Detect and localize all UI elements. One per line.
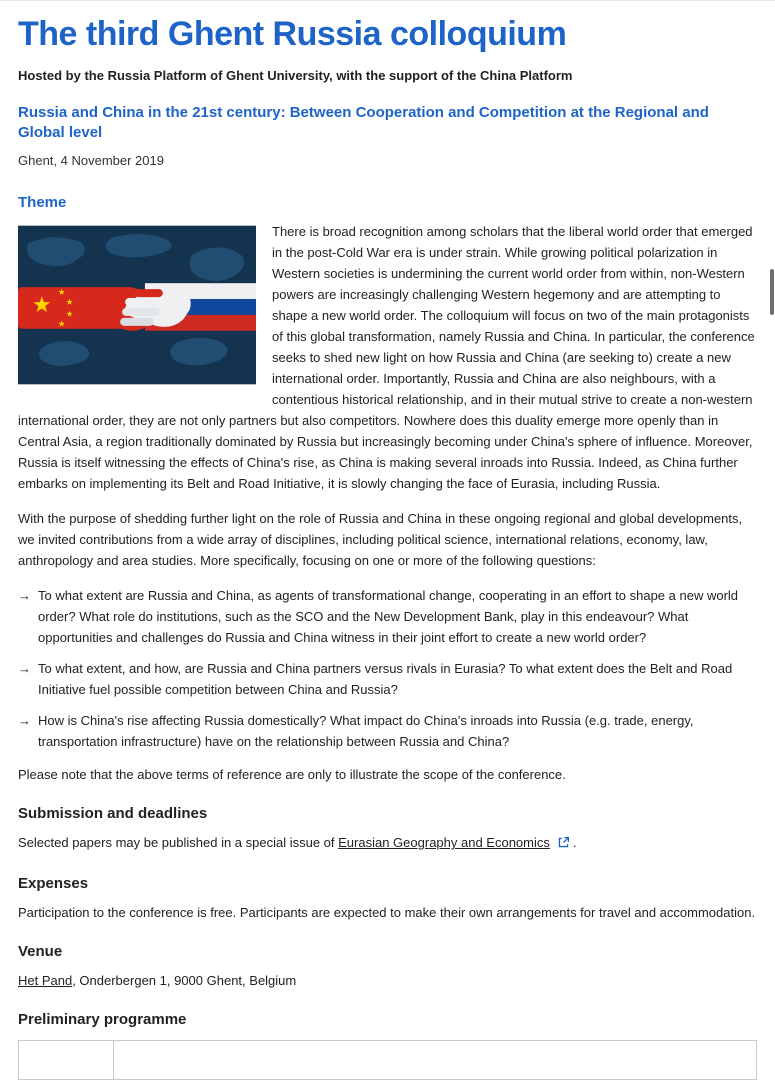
external-link-icon[interactable] xyxy=(557,834,570,855)
event-heading: Russia and China in the 21st century: Between Cooperation and Competition at the Regional and Global level xyxy=(18,104,709,142)
programme-table-time-cell xyxy=(19,1041,114,1079)
question-text: To what extent are Russia and China, as agents of transformational change, cooperating in an effort to shape a new world order? What role do institutions, such as the SCO and the New Development Bank, play in this endeavour? What opportunities and challenges do Russia and China witness in their joint effort to create a new world order? xyxy=(38,588,739,646)
scrollbar-thumb[interactable] xyxy=(770,269,774,315)
section-heading-theme: Theme xyxy=(18,194,67,212)
theme-paragraph-1: There is broad recognition among scholars that the liberal world order that emerged in the post-Cold War era is under strain. While growing political polarization in Western societies is undermining the current world order from within, non-Western powers are increasingly challenging Western hegemony and are attempting to shape a new world order. The colloquium will focus on two of the main protagonists of this global transformation, namely Russia and China. In particular, the conference seeks to shed new light on how Russia and China (are seeking to) create a new international order. Importantly, Russia and China are also neighbours, with a contentious historical relationship, and in their mutual strive to create a non-western international order, they are not only partners but also competitors. Nowhere does this duality emerge more openly than in Central Asia, a region traditionally dominated by Russia but increasingly becoming under China's sphere of influence. Moreover, Russia is itself witnessing the effects of China's rise, as China is making several inroads into Russia. Indeed, as China further embarks on implementing its Belt and Road Initiative, it is slowly changing the face of Eurasia, including Russia. xyxy=(18,224,755,492)
page-content xyxy=(0,15,775,1080)
submission-text xyxy=(18,832,757,855)
section-heading-expenses: Expenses xyxy=(18,875,89,893)
section-heading-programme: Preliminary programme xyxy=(18,1011,187,1029)
programme-table xyxy=(18,1040,757,1080)
china-russia-handshake-svg xyxy=(18,225,256,385)
section-heading-venue: Venue xyxy=(18,943,63,961)
submission-text-after: . xyxy=(572,835,577,851)
scope-note: Please note that the above terms of reference are only to illustrate the scope of the conference. xyxy=(18,767,566,783)
programme-table-desc-cell xyxy=(114,1041,756,1079)
arrow-bullet-icon: → xyxy=(18,661,31,677)
journal-link[interactable]: Eurasian Geography and Economics xyxy=(338,835,550,851)
theme-section xyxy=(18,221,757,494)
questions-list xyxy=(18,585,757,752)
question-text: How is China's rise affecting Russia domestically? What impact do China's inroads into Russia (e.g. trade, energy, transportation infrastructure) have on the relationship between Russia and China? xyxy=(38,713,694,750)
arrow-bullet-icon: → xyxy=(18,713,31,729)
list-item xyxy=(18,658,757,700)
venue-text xyxy=(18,970,757,991)
page-subtitle: Hosted by the Russia Platform of Ghent University, with the support of the China Platform xyxy=(18,68,573,84)
question-text: To what extent, and how, are Russia and China partners versus rivals in Eurasia? To what extent does the Belt and Road Initiative fuel possible competition between China and Russia? xyxy=(38,661,733,698)
expenses-text: Participation to the conference is free. Participants are expected to make their own arrangements for travel and accommodation. xyxy=(18,905,756,921)
list-item xyxy=(18,585,757,648)
event-date: Ghent, 4 November 2019 xyxy=(18,153,164,169)
list-item xyxy=(18,710,757,752)
section-heading-submission: Submission and deadlines xyxy=(18,805,208,823)
arrow-bullet-icon: → xyxy=(18,588,31,604)
china-russia-handshake-image xyxy=(18,225,256,385)
theme-paragraph-2: With the purpose of shedding further light on the role of Russia and China in these ongoing regional and global developments, we invited contributions from a wide array of disciplines, including political science, international relations, economy, law, anthropology and area studies. More specifically, focusing on one or more of the following questions: xyxy=(18,511,743,569)
venue-text-after: , Onderbergen 1, 9000 Ghent, Belgium xyxy=(72,973,297,989)
submission-text-before: Selected papers may be published in a special issue of xyxy=(18,835,339,851)
page-title: The third Ghent Russia colloquium xyxy=(18,15,567,53)
venue-link[interactable]: Het Pand xyxy=(18,973,73,989)
